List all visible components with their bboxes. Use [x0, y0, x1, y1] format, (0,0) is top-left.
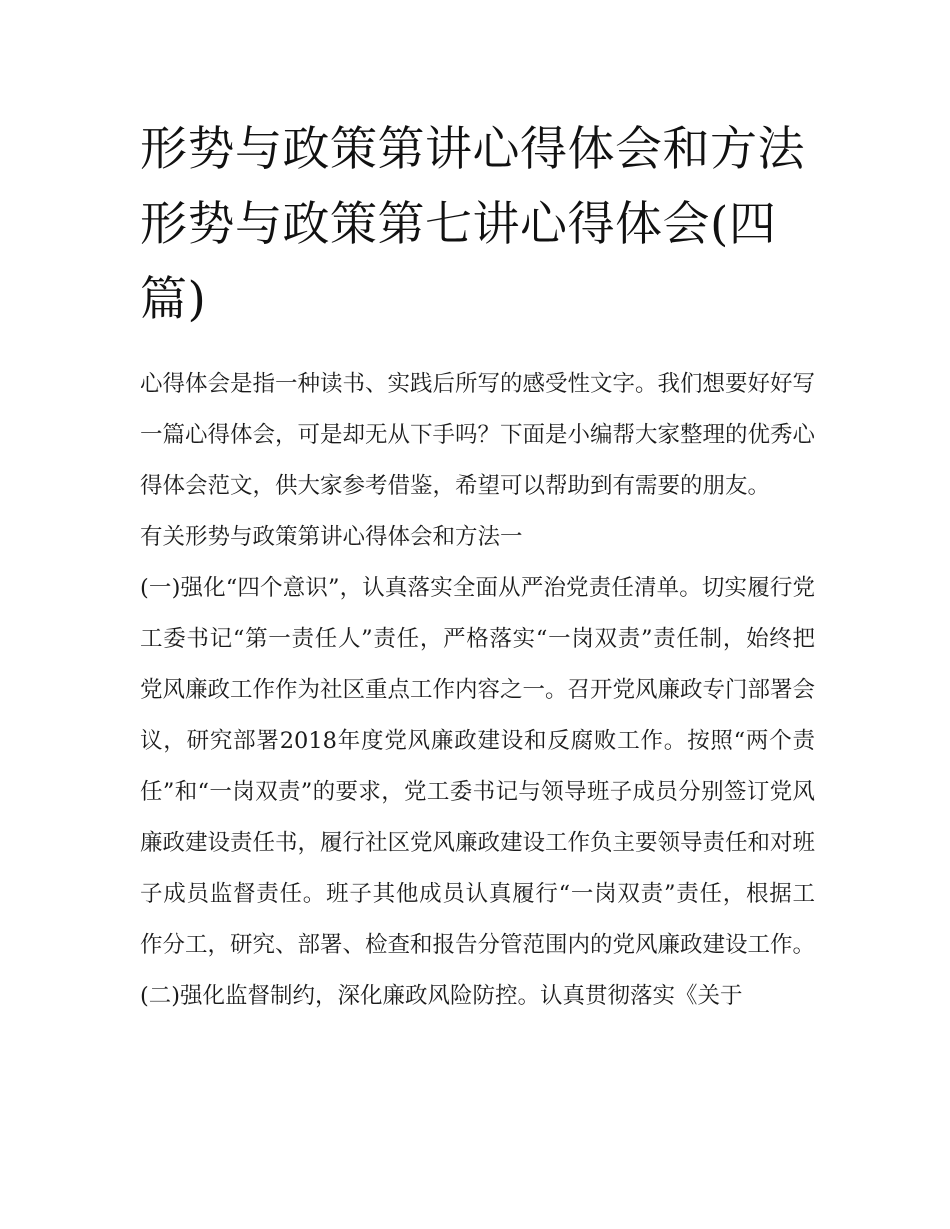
intro-paragraph: 心得体会是指一种读书、实践后所写的感受性文字。我们想要好好写一篇心得体会，可是却无从下手吗？下面是小编帮大家整理的优秀心得体会范文，供大家参考借鉴，希望可以帮助到有需要的朋友。 [140, 371, 816, 499]
document-body [140, 112, 815, 1022]
body-paragraph-2: (二)强化监督制约，深化廉政风险防控。认真贯彻落实《关于 [140, 983, 743, 1009]
document-title: 形势与政策第讲心得体会和方法 形势与政策第七讲心得体会(四篇) [140, 122, 805, 327]
section-heading: 有关形势与政策第讲心得体会和方法一 [140, 524, 523, 550]
body-paragraph-1: (一)强化“四个意识”，认真落实全面从严治党责任清单。切实履行党工委书记“第一责任人”责任，严格落实“一岗双责”责任制，始终把党风廉政工作作为社区重点工作内容之一。召开党风廉政专门部署会议，研究部署2018年度党风廉政建设和反腐败工作。按照“两个责任”和“一岗双责”的要求，党工委书记与领导班子成员分别签订党风廉政建设责任书，履行社区党风廉政建设工作负主要领导责任和对班子成员监督责任。班子其他成员认真履行“一岗双责”责任，根据工作分工，研究、部署、检查和报告分管范围内的党风廉政建设工作。 [140, 575, 816, 958]
